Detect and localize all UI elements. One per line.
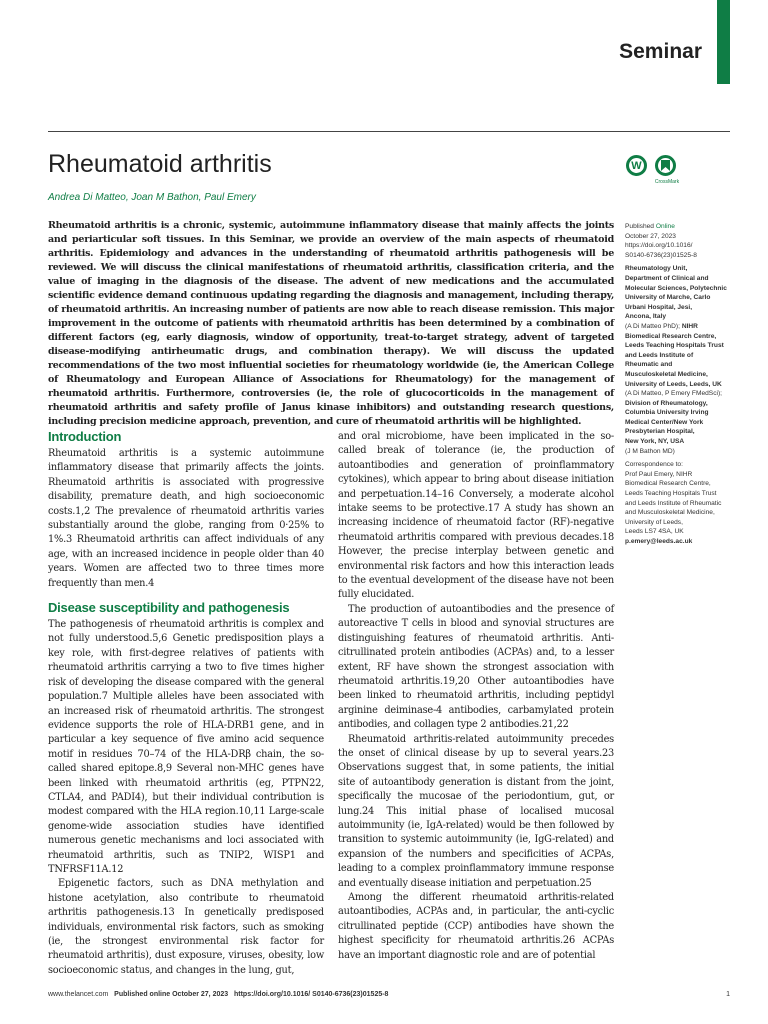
correspondence-line: and Leeds Institute of Rheumatic xyxy=(625,499,722,507)
correspondence-line: Prof Paul Emery, NIHR xyxy=(625,470,693,478)
bookmark-icon xyxy=(661,160,670,171)
journal-site-link[interactable]: www.thelancet.com xyxy=(48,991,109,998)
body-paragraph-4: Among the different rheumatoid arthritis-related autoantibodies, ACPAs and, in particular, the anti-cyclic citrullinated peptide (CCP) antibodies have shown the highest specificity for rheumatoid arthritis.26 ACPAs have an important diagnostic role and are of potential xyxy=(338,892,614,961)
affiliation-line: Biomedical Research Centre, xyxy=(625,332,717,340)
doi-link-2[interactable]: S0140-6736(23)01525-8 xyxy=(625,251,697,259)
affiliation-line: Rheumatology Unit, xyxy=(625,265,688,273)
affiliation-line: Medical Center/New York xyxy=(625,418,704,426)
affiliation-line: Ancona, Italy xyxy=(625,313,667,321)
doi-link-1[interactable]: https://doi.org/10.1016/ xyxy=(625,242,693,250)
affiliation-line: Columbia University Irving xyxy=(625,409,709,417)
disease-paragraph-1: The pathogenesis of rheumatoid arthritis is complex and not fully understood.5,6 Genetic predisposition plays a key role, with first-degree relatives of patients with rheumatoid arthritis carrying a two to five times higher risk of developing the disease compared with the general population.7 Multiple alleles have been associated with an increased risk of rheumatoid arthritis. The strongest evidence supports the role of HLA-DRB1 gene, and in particular a key sequence of five amino acid sequence motif in residues 70–74 of the HLA-DRβ chain, the so-called shared epitope.8,9 Several non-MHC genes have been linked with rheumatoid arthritis (eg, PTPN22, CTLA4, and PADI4), but their individual contribution is modest compared with the HLA region.10,11 Large-scale genome-wide association studies have identified numerous genetic mechanisms and loci associated with rheumatoid arthritis, such as TNIP2, WISP1 and TNFRSF11A.12 xyxy=(48,619,324,875)
crossmark-icon[interactable] xyxy=(655,155,676,176)
published-label: Published xyxy=(625,223,654,230)
footer-doi-link[interactable]: https://doi.org/10.1016/ S0140-6736(23)01525-8 xyxy=(233,991,389,998)
section-label: Seminar xyxy=(619,40,702,63)
affiliation-line: Molecular Sciences, Polytechnic xyxy=(625,284,727,292)
abstract: Rheumatoid arthritis is a chronic, systemic, autoimmune inflammatory disease that mainly affects the joints and periarticular soft tissues. In this Seminar, we provide an overview of the main aspects of rheumatoid arthritis. Epidemiology and advances in the understanding of rheumatoid arthritis pathogenesis will be reviewed. We will discuss the clinical manifestations of rheumatoid arthritis, classification criteria, and the value of imaging in the diagnosis of the disease. The advent of new medications and the accumulated scientific evidence demand continuous updating regarding the diagnosis and management, including therapy, of rheumatoid arthritis. An increasing number of patients are now able to reach disease remission. This major improvement in the outcome of patients with rheumatoid arthritis has been determined by a combination of different factors (eg, early diagnosis, window of opportunity, treat-to-target strategy, advent of targeted disease-modifying antirheumatic drugs, and combination therapy). We will discuss the updated recommendations of the two most influential societies for rheumatology worldwide (ie, the American College of Rheumatology and European Alliance of Associations for Rheumatology) for the management of rheumatoid arthritis. Furthermore, controversies (ie, the role of glucocorticoids in the management of rheumatoid arthritis and safety profile of Janus kinase inhibitors) and outstanding research questions, including precision medicine approach, prevention, and cure of rheumatoid arthritis will be highlighted. xyxy=(48,220,614,427)
affiliation-line: Presbyterian Hospital, xyxy=(625,428,695,436)
crossmark-label: CrossMark xyxy=(654,179,680,185)
body-paragraph-3: Rheumatoid arthritis-related autoimmunity precedes the onset of clinical disease by up to several years.23 Observations suggest that, in some patients, the initial site of autoantibody generation is distant from the joint, specifically the mucosae of the periodontium, gut, or lung.24 This initial phase of localised mucosal autoimmunity (ie, IgA-related) would be then followed by transition to systemic autoimmunity (ie, IgG-related) and expansion of the numbers and specificities of ACPAs, leading to a complex proinflammatory immune response and eventually disease initiation and perpetuation.25 xyxy=(338,733,614,889)
correspondence-line: University of Leeds, xyxy=(625,518,683,526)
email-link[interactable]: p.emery@leeds.ac.uk xyxy=(625,538,693,545)
correspondence-line: Leeds Teaching Hospitals Trust xyxy=(625,490,717,498)
affiliation-line: University of Marche, Carlo xyxy=(625,294,711,302)
correspondence-line: Biomedical Research Centre, xyxy=(625,480,711,488)
affiliation-note: (A Di Matteo, P Emery FMedSci); xyxy=(625,390,722,398)
body-column-left xyxy=(48,428,324,978)
correspondence-line: and Musculoskeletal Medicine, xyxy=(625,509,715,517)
affiliation-note: (J M Bathon MD) xyxy=(625,447,675,455)
disease-heading: Disease susceptibility and pathogenesis xyxy=(48,600,290,616)
published-date: October 27, 2023 xyxy=(625,232,676,240)
article-badges xyxy=(626,155,682,191)
intro-paragraph: Rheumatoid arthritis is a systemic autoimmune inflammatory disease that primarily affects the joints. Rheumatoid arthritis is associated with progressive disability, premature death, and high socioeconomic costs.1,2 The prevalence of rheumatoid arthritis varies substantially around the globe, ranging from 0·25% to 1%.3 Rheumatoid arthritis can affect individuals of any age, with an increased incidence in people older than 40 years. Women are affected two to three times more frequently than men.4 xyxy=(48,448,324,589)
affiliation-line: Rheumatic and xyxy=(625,361,673,369)
affiliation-line: New York, NY, USA xyxy=(625,438,685,446)
w-letter: W xyxy=(631,159,642,172)
disease-paragraph-2: Epigenetic factors, such as DNA methylation and histone acetylation, also contribute to rheumatoid arthritis pathogenesis.13 In genetically predisposed individuals, environmental risk factors, such as smoking (ie, the strongest environmental risk factor for rheumatoid arthritis), dust exposure, viruses, obesity, low socioeconomic status, and changes in the lung, gut, xyxy=(48,878,324,976)
header-rule xyxy=(48,131,730,132)
lancet-w-icon[interactable] xyxy=(626,155,647,176)
page-footer xyxy=(48,991,388,998)
affiliation-line: Musculoskeletal Medicine, xyxy=(625,370,708,378)
publication-info xyxy=(625,222,743,260)
affiliation-line: NIHR xyxy=(681,322,698,330)
affiliations xyxy=(625,264,743,456)
section-color-tab xyxy=(717,0,730,84)
intro-heading: Introduction xyxy=(48,429,122,444)
affiliation-note: (A Di Matteo PhD); xyxy=(625,322,680,330)
affiliation-line: Urbani Hospital, Jesi, xyxy=(625,303,693,311)
sidebar xyxy=(625,222,743,551)
correspondence-label: Correspondence to: xyxy=(625,461,683,469)
affiliation-line: and Leeds Institute of xyxy=(625,351,694,359)
page-number: 1 xyxy=(726,991,730,998)
affiliation-line: Department of Clinical and xyxy=(625,274,709,282)
published-online-link[interactable]: Online xyxy=(655,223,675,230)
correspondence xyxy=(625,460,743,546)
affiliation-line: Division of Rheumatology, xyxy=(625,399,708,407)
affiliation-line: University of Leeds, Leeds, UK xyxy=(625,380,722,388)
footer-published: Published online October 27, 2023 xyxy=(114,991,229,998)
author-list[interactable]: Andrea Di Matteo, Joan M Bathon, Paul Emery xyxy=(48,192,256,203)
body-paragraph-2: The production of autoantibodies and the presence of autoreactive T cells in blood and synovial structures are distinguishing features of rheumatoid arthritis. Anti-citrullinated protein antibodies (ACPAs) and, to a lesser extent, RF have shown the strongest association with rheumatoid arthritis.19,20 Other autoantibodies have been linked to rheumatoid arthritis, including peptidyl arginine deiminase-4 antibodies, carbamylated protein antibodies, and collagen type 2 antibodies.21,22 xyxy=(338,603,614,731)
body-column-right xyxy=(338,430,614,963)
correspondence-line: Leeds LS7 4SA, UK xyxy=(625,528,684,536)
affiliation-line: Leeds Teaching Hospitals Trust xyxy=(625,342,724,350)
article-title: Rheumatoid arthritis xyxy=(48,150,272,178)
body-paragraph-1: and oral microbiome, have been implicated in the so-called break of tolerance (ie, the production of autoantibodies and generation of proinflammatory cytokines), which appear to bring about disease initiation and perpetuation.14–16 Conversely, a moderate alcohol intake seems to be protective.17 A study has shown an increasing incidence of rheumatoid factor (RF)-negative rheumatoid arthritis compared with previous decades.18 However, the precise interplay between genetic and environmental risk factors and how this interaction leads to the eventual development of the disease have not been fully elucidated. xyxy=(338,431,614,601)
